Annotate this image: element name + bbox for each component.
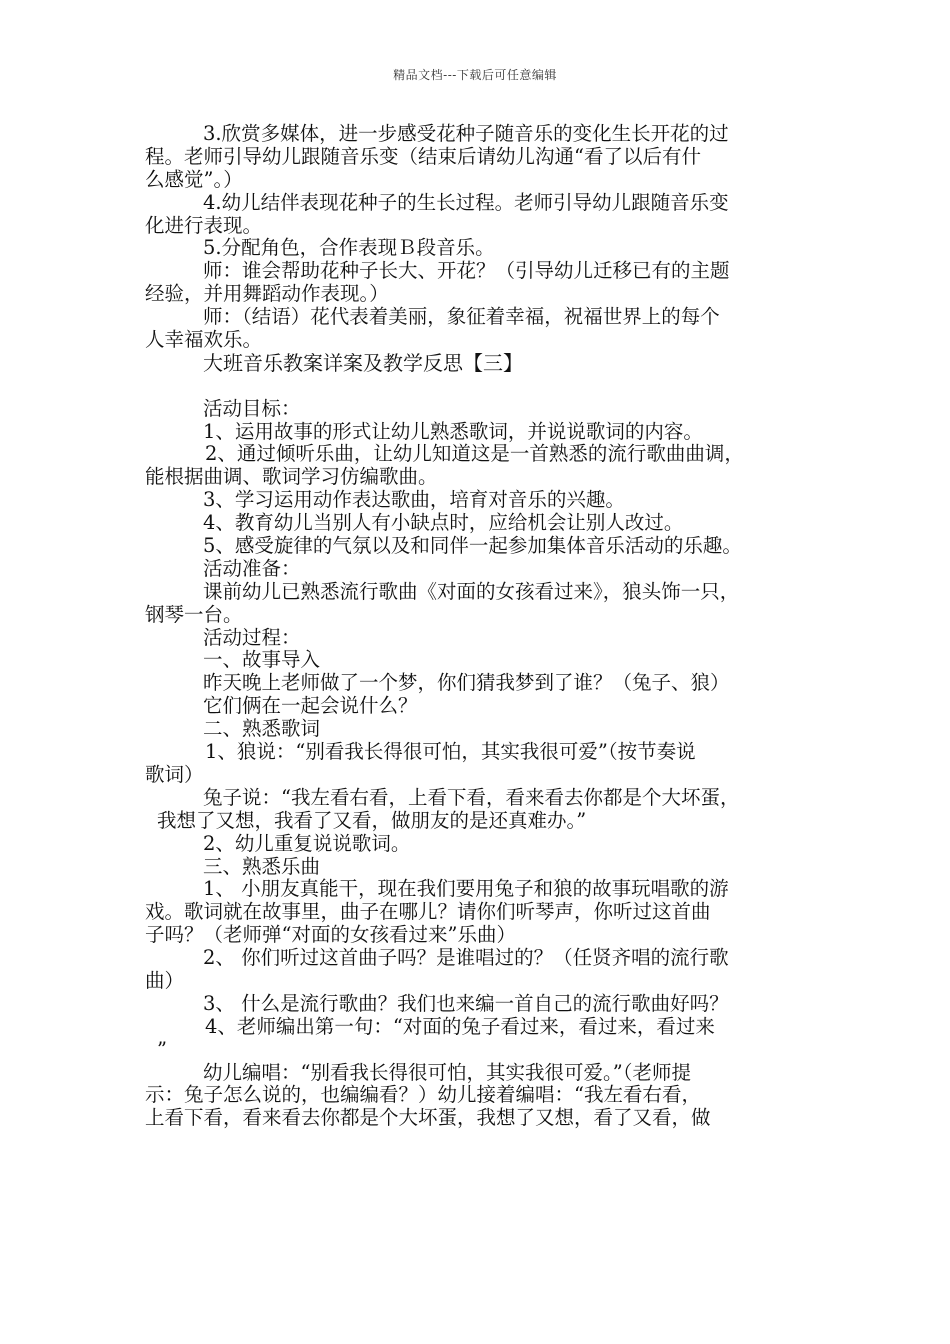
paragraph-line: 2、 你们听过这首曲子吗？是谁唱过的？（任贤齐唱的流行歌 xyxy=(203,947,729,970)
paragraph-line: 二、熟悉歌词 xyxy=(203,718,321,741)
paragraph-line: 活动目标： xyxy=(203,397,301,420)
section-heading: 大班音乐教案详案及教学反思【三】 xyxy=(203,351,523,375)
paragraph-line: 4.幼儿结伴表现花种子的生长过程。老师引导幼儿跟随音乐变 xyxy=(203,191,729,214)
paragraph-line: ” xyxy=(157,1038,167,1061)
paragraph-line: 活动过程： xyxy=(203,626,301,649)
paragraph-line: 一、故事导入 xyxy=(203,649,321,672)
paragraph-line: 师：谁会帮助花种子长大、开花？（引导幼儿迁移已有的主题 xyxy=(203,260,730,283)
paragraph-line: 幼儿编唱：“别看我长得很可怕，其实我很可爱。”（老师提 xyxy=(203,1061,691,1084)
paragraph-line: 2、幼儿重复说说歌词。 xyxy=(203,832,411,855)
paragraph-line: 化进行表现。 xyxy=(145,214,263,237)
paragraph-line: 4、教育幼儿当别人有小缺点时，应给机会让别人改过。 xyxy=(203,512,684,535)
paragraph-line: 示：兔子怎么说的，也编编看？）幼儿接着编唱：“我左看右看， xyxy=(145,1084,701,1107)
paragraph-line: 4、老师编出第一句：“对面的兔子看过来，看过来，看过来 xyxy=(205,1015,715,1038)
document-body xyxy=(145,123,813,1130)
paragraph-line: 3.欣赏多媒体，进一步感受花种子随音乐的变化生长开花的过 xyxy=(203,123,729,145)
paragraph-line: 戏。歌词就在故事里，曲子在哪儿？请你们听琴声，你听过这首曲 xyxy=(145,901,711,924)
paragraph-line: 上看下看，看来看去你都是个大坏蛋，我想了又想，看了又看，做 xyxy=(145,1107,711,1130)
paragraph-line: 5、感受旋律的气氛以及和同伴一起参加集体音乐活动的乐趣。 xyxy=(203,535,742,558)
paragraph-line: 三、熟悉乐曲 xyxy=(203,855,321,878)
paragraph-line: 兔子说：“我左看右看，上看下看，看来看去你都是个大坏蛋， xyxy=(203,786,740,809)
page-header: 精品文档---下载后可任意编辑 xyxy=(393,68,557,82)
paragraph-line: 曲） xyxy=(145,969,185,992)
paragraph-line: 3、 什么是流行歌曲？我们也来编一首自己的流行歌曲好吗？ xyxy=(203,992,729,1015)
paragraph-line: 师：（结语）花代表着美丽，象征着幸福，祝福世界上的每个 xyxy=(203,306,720,329)
paragraph-line: 钢琴一台。 xyxy=(145,603,243,626)
paragraph-line: 1、运用故事的形式让幼儿熟悉歌词，并说说歌词的内容。 xyxy=(203,420,703,443)
paragraph-line: 昨天晚上老师做了一个梦，你们猜我梦到了谁？（兔子、狼） xyxy=(203,672,730,695)
paragraph-line: 我想了又想，我看了又看，做朋友的是还真难办。” xyxy=(157,809,587,832)
paragraph-line: 人幸福欢乐。 xyxy=(145,329,263,352)
paragraph-line: 程。老师引导幼儿跟随音乐变（结束后请幼儿沟通“看了以后有什 xyxy=(145,145,701,168)
paragraph-line: 能根据曲调、歌词学习仿编歌曲。 xyxy=(145,466,438,489)
paragraph-line: 经验，并用舞蹈动作表现。） xyxy=(145,283,389,306)
paragraph-line: 3、学习运用动作表达歌曲，培育对音乐的兴趣。 xyxy=(203,489,625,512)
paragraph-line: 活动准备： xyxy=(203,557,301,580)
paragraph-line: 么感觉”。） xyxy=(145,168,243,191)
blank-line xyxy=(145,375,813,398)
paragraph-line: 歌词） xyxy=(145,763,204,786)
paragraph-line: 5.分配角色，合作表现Ｂ段音乐。 xyxy=(203,237,495,260)
paragraph-line: 1、 小朋友真能干，现在我们要用兔子和狼的故事玩唱歌的游 xyxy=(203,878,729,901)
paragraph-line: 课前幼儿已熟悉流行歌曲《对面的女孩看过来》，狼头饰一只， xyxy=(203,580,740,603)
paragraph-line: 1、狼说：“别看我长得很可怕，其实我很可爱”（按节奏说 xyxy=(205,741,696,764)
paragraph-line: 它们俩在一起会说什么？ xyxy=(203,695,418,718)
paragraph-line: 子吗？（老师弹“对面的女孩看过来”乐曲） xyxy=(145,924,516,947)
paragraph-line: 2、通过倾听乐曲，让幼儿知道这是一首熟悉的流行歌曲曲调， xyxy=(205,443,744,466)
